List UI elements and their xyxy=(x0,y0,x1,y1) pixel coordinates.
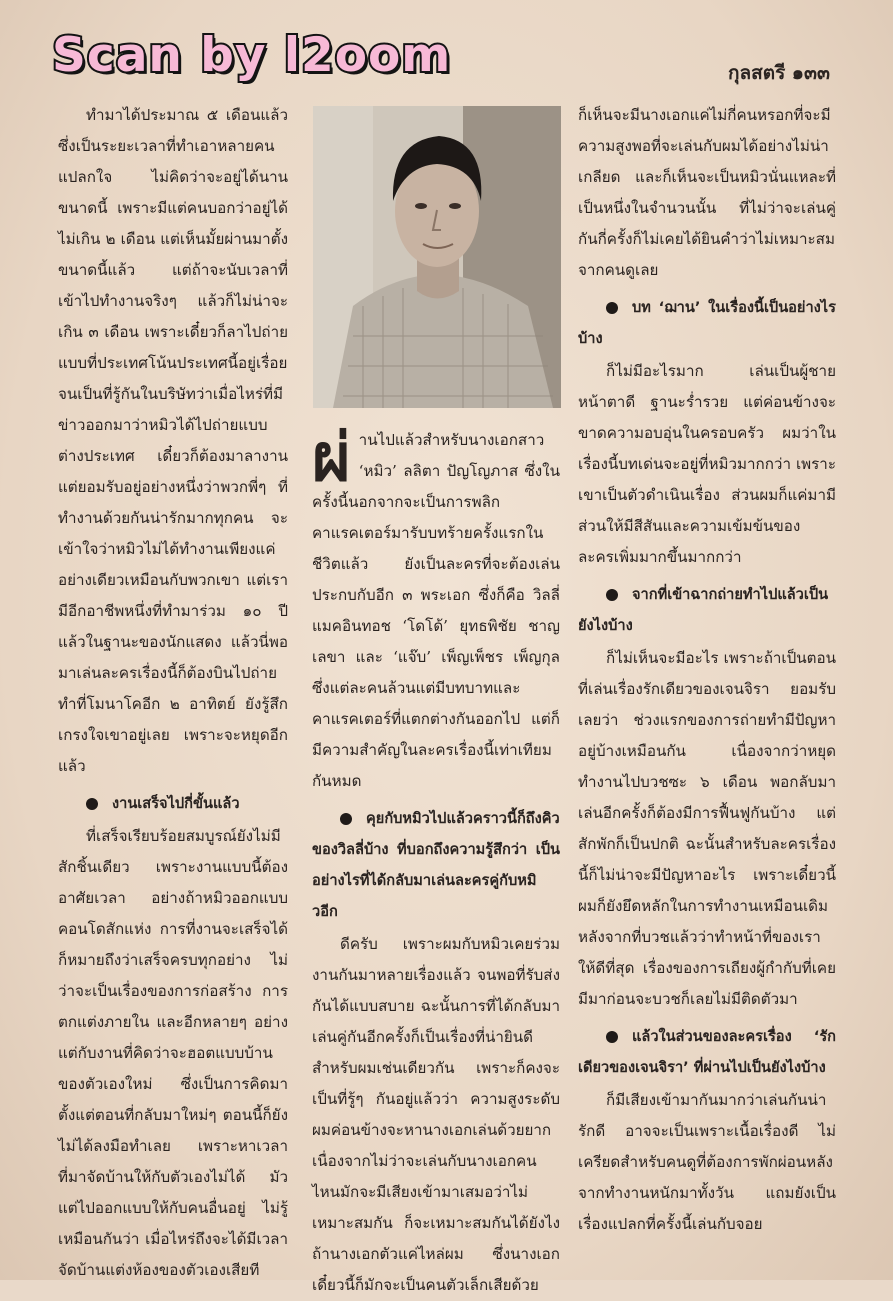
question-text: บท ‘ฌาน’ ในเรื่องนี้เป็นอย่างไรบ้าง xyxy=(578,299,836,347)
column-right xyxy=(578,100,836,1240)
column-middle xyxy=(312,418,560,1301)
scan-watermark: Scan by l2oom xyxy=(52,28,452,83)
bullet-icon xyxy=(86,798,98,810)
paragraph: ทำมาได้ประมาณ ๕ เดือนแล้ว ซึ่งเป็นระยะเวลาที่ทำเอาหลายคนแปลกใจ ไม่คิดว่าจะอยู่ได้นานขนาดนี้ เพราะมีแต่คนบอกว่าอยู่ได้ไม่เกิน ๒ เดือน แต่เห็นมั้ยผ่านมาตั้งขนาดนี้แล้ว แต่ถ้าจะนับเวลาที่เข้าไปทำงานจริงๆ แล้วก็ไม่น่าจะเกิน ๓ เดือน เพราะเดี๋ยวก็ลาไปถ่ายแบบที่ประเทศโน้นประเทศนี้อยู่เรื่อย จนเป็นที่รู้กันในบริษัทว่าเมื่อไหร่ที่มีข่าวออกมาว่าหมิวได้ไปถ่ายแบบต่างประเทศ เดี๋ยวก็ต้องมาลางาน แต่ยอมรับอยู่อย่างหนึ่งว่าพวกพี่ๆ ที่ทำงานด้วยกันน่ารักมากทุกคน จะเข้าใจว่าหมิวไม่ได้ทำงานเพียงแค่อย่างเดียวเหมือนกับพวกเขา แต่เรามีอีกอาชีพหนึ่งที่ทำมาร่วม ๑๐ ปีแล้วในฐานะของนักแสดง แล้วนี่พอมาเล่นละครเรื่องนี้ก็ต้องบินไปถ่ายทำที่โมนาโคอีก ๒ อาทิตย์ ยังรู้สึกเกรงใจเขาอยู่เลย เพราะจะหยุดอีกแล้ว xyxy=(58,106,288,775)
lead-paragraph xyxy=(312,418,560,797)
question-heading xyxy=(58,788,288,819)
bullet-icon xyxy=(606,589,618,601)
drop-cap: ผ่ xyxy=(312,418,351,496)
paragraph: ที่เสร็จเรียบร้อยสมบูรณ์ยังไม่มีสักชิ้นเดียว เพราะงานแบบนี้ต้องอาศัยเวลา อย่างถ้าหมิวออกแบบคอนโดสักแห่ง การที่งานจะเสร็จได้ก็หมายถึงว่าเสร็จครบทุกอย่าง ไม่ว่าจะเป็นเรื่องของการก่อสร้าง การตกแต่งภายใน และอีกหลายๆ อย่าง แต่กับงานที่คิดว่าจะฮอตแบบบ้านของตัวเองใหม่ ซึ่งเป็นการคิดมาตั้งแต่ตอนที่กลับมาใหม่ๆ ตอนนี้ก็ยังไม่ได้ลงมือทำเลย เพราะหาเวลาที่มาจัดบ้านให้กับตัวเองไม่ได้ มัวแต่ไปออกแบบให้กับคนอื่นอยู่ ไม่รู้เหมือนกันว่า เมื่อไหร่ถึงจะได้มีเวลาจัดบ้านแต่งห้องของตัวเองเสียที xyxy=(58,827,288,1279)
question-text: งานเสร็จไปกี่ขั้นแล้ว xyxy=(112,795,240,812)
question-heading xyxy=(578,292,836,354)
bullet-icon xyxy=(606,1031,618,1043)
question-text: แล้วในส่วนของละครเรื่อง ‘รักเดียวของเจนจิรา’ ที่ผ่านไปเป็นยังไงบ้าง xyxy=(578,1028,836,1076)
running-head: กุลสตรี ๑๓๓ xyxy=(728,62,830,84)
paragraph: ดีครับ เพราะผมกับหมิวเคยร่วมงานกันมาหลายเรื่องแล้ว จนพอที่รับส่งกันได้แบบสบาย ฉะนั้นการที่ได้กลับมาเล่นคู่กันอีกครั้งก็เป็นเรื่องที่น่ายินดีสำหรับผมเช่นเดียวกัน เพราะก็คงจะเป็นที่รู้ๆ กันอยู่แล้วว่า ความสูงระดับผมค่อนข้างจะหานางเอกเล่นด้วยยาก เนื่องจากไม่ว่าจะเล่นกับนางเอกคนไหนมักจะมีเสียงเข้ามาเสมอว่าไม่เหมาะสมกัน ก็จะเหมาะสมกันได้ยังไง ถ้านางเอกตัวแค่ไหล่ผม ซึ่งนางเอกเดี๋ยวนี้ก็มักจะเป็นคนตัวเล็กเสียด้วย xyxy=(312,935,560,1294)
question-text: จากที่เข้าฉากถ่ายทำไปแล้วเป็นยังไงบ้าง xyxy=(578,586,829,634)
question-heading xyxy=(578,579,836,641)
lead-text: านไปแล้วสำหรับนางเอกสาว ‘หมิว’ ลลิตา ปัญโญภาส ซึ่งในครั้งนี้นอกจากจะเป็นการพลิกคาแรคเตอร์มารับบทร้ายครั้งแรกในชีวิตแล้ว ยังเป็นละครที่จะต้องเล่นประกบกับอีก ๓ พระเอก ซึ่งก็คือ วิลลี่ แมคอินทอช ‘โดโด้’ ยุทธพิชัย ชาญเลขา และ ‘แจ๊บ’ เพ็ญเพ็ชร เพ็ญกุล ซึ่งแต่ละคนล้วนแต่มีบทบาทและคาแรคเตอร์ที่แตกต่างกันออกไป แต่ก็มีความสำคัญในละครเรื่องนี้เท่าเทียมกันหมด xyxy=(312,431,560,790)
question-heading xyxy=(578,1021,836,1083)
question-text: คุยกับหมิวไปแล้วคราวนี้ก็ถึงคิวของวิลลี่บ้าง ที่บอกถึงความรู้สึกว่า เป็นอย่างไรที่ได้กลับมาเล่นละครคู่กับหมิวอีก xyxy=(312,810,560,920)
bullet-icon xyxy=(606,302,618,314)
portrait-photo-icon xyxy=(313,106,561,408)
paragraph: ก็มีเสียงเข้ามากันมากว่าเล่นกันน่ารักดี อาจจะเป็นเพราะเนื้อเรื่องดี ไม่เครียดสำหรับคนดูที่ต้องการพักผ่อนหลังจากทำงานหนักมาทั้งวัน แถมยังเป็นเรื่องแปลกที่ครั้งนี้เล่นกับจอย xyxy=(578,1091,836,1233)
paragraph: ก็เห็นจะมีนางเอกแค่ไม่กี่คนหรอกที่จะมีความสูงพอที่จะเล่นกับผมได้อย่างไม่น่าเกลียด และก็เห็นจะเป็นหมิวนั่นแหละที่เป็นหนึ่งในจำนวนนั้น ที่ไม่ว่าจะเล่นคู่กันกี่ครั้งก็ไม่เคยได้ยินคำว่าไม่เหมาะสมจากคนดูเลย xyxy=(578,106,836,279)
paragraph: ก็ไม่มีอะไรมาก เล่นเป็นผู้ชายหน้าตาดี ฐานะร่ำรวย แต่ค่อนข้างจะขาดความอบอุ่นในครอบครัว ผมว่าในเรื่องนี้บทเด่นจะอยู่ที่หมิวมากกว่า เพราะเขาเป็นตัวดำเนินเรื่อง ส่วนผมก็แค่มามีส่วนให้มีสีสันและความเข้มข้นของละครเพิ่มมากขึ้นมากกว่า xyxy=(578,362,836,566)
bullet-icon xyxy=(340,813,352,825)
portrait-photo xyxy=(313,106,561,408)
question-heading xyxy=(312,803,560,927)
paragraph: ก็ไม่เห็นจะมีอะไร เพราะถ้าเป็นตอนที่เล่นเรื่องรักเดียวของเจนจิรา ยอมรับเลยว่า ช่วงแรกของการถ่ายทำมีปัญหาอยู่บ้างเหมือนกัน เนื่องจากว่าหยุดทำงานไปบวชซะ ๖ เดือน พอกลับมาเล่นอีกครั้งก็ต้องมีการฟื้นฟูกันบ้าง แต่สักพักก็เป็นปกติ ฉะนั้นสำหรับละครเรื่องนี้ก็ไม่น่าจะมีปัญหาอะไร เพราะเดี๋ยวนี้ผมก็ยังยึดหลักในการทำงานเหมือนเดิม หลังจากที่บวชแล้วว่าทำหน้าที่ของเราให้ดีที่สุด เรื่องของการเถียงผู้กำกับที่เคยมีมาก่อนจะบวชก็เลยไม่มีติดตัวมา xyxy=(578,649,836,1008)
column-left xyxy=(58,100,288,1286)
